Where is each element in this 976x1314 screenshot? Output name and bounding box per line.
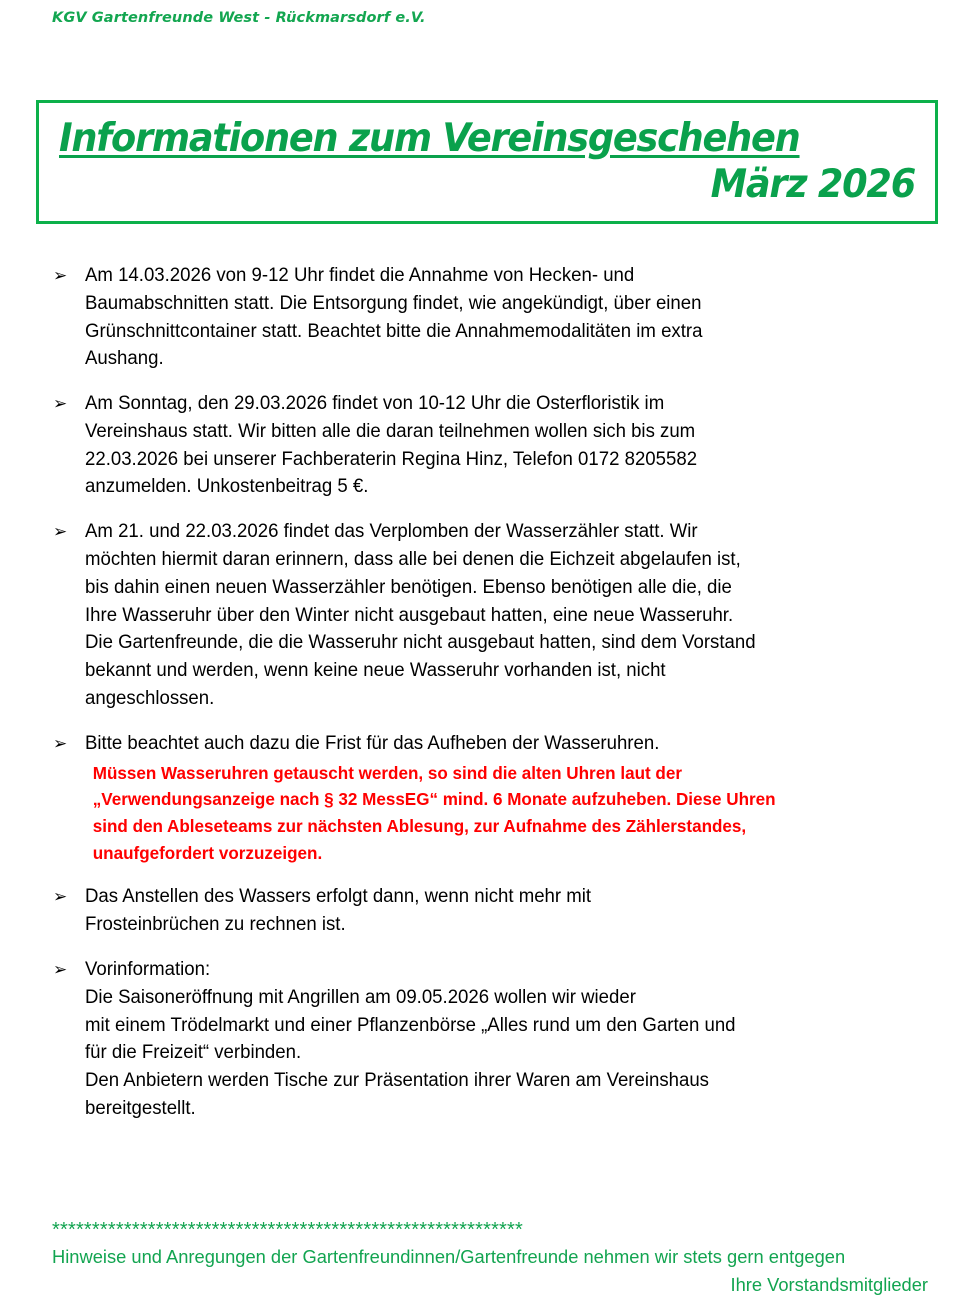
text-line: bereitgestellt. xyxy=(85,1097,196,1119)
text-line: Grünschnittcontainer statt. Beachtet bitte die Annahmemodalitäten im extra xyxy=(85,320,703,342)
announcement-list xyxy=(52,262,932,1140)
list-item xyxy=(52,518,932,712)
list-item-text xyxy=(85,883,902,939)
footer-note: Hinweise und Anregungen der Gartenfreundinnen/Gartenfreunde nehmen wir stets gern entgegen xyxy=(52,1246,846,1267)
text-line: Am Sonntag, den 29.03.2026 findet von 10-12 Uhr die Osterfloristik im xyxy=(85,393,665,415)
page-title: Informationen zum Vereinsgeschehen xyxy=(59,116,800,161)
arrowhead-bullet-icon: ➢ xyxy=(53,960,68,980)
list-item xyxy=(52,956,932,1123)
arrowhead-bullet-icon: ➢ xyxy=(53,522,68,543)
list-item-text xyxy=(85,262,902,373)
emphasis-notice xyxy=(85,760,907,867)
text-line: Das Anstellen des Wassers erfolgt dann, wenn nicht mehr mit xyxy=(85,886,592,908)
arrowhead-bullet-icon: ➢ xyxy=(53,394,68,415)
text-line: angeschlossen. xyxy=(85,687,215,709)
footer xyxy=(52,1218,928,1299)
text-line: bis dahin einen neuen Wasserzähler benötigen. Ebenso benötigen alle die, die xyxy=(85,576,732,598)
list-item-text xyxy=(85,730,902,758)
footer-separator: *********************************************************** xyxy=(52,1219,524,1241)
text-line: 22.03.2026 bei unserer Fachberaterin Regina Hinz, Telefon 0172 8205582 xyxy=(85,448,698,470)
title-inner xyxy=(59,117,915,206)
text-line: Baumabschnitten statt. Die Entsorgung findet, wie angekündigt, über einen xyxy=(85,292,702,314)
text-line: Vereinshaus statt. Wir bitten alle die daran teilnehmen wollen sich bis zum xyxy=(85,420,696,442)
text-line: sind den Ableseteams zur nächsten Ablesung, zur Aufnahme des Zählerstandes, xyxy=(92,815,747,836)
text-line: Frosteinbrüchen zu rechnen ist. xyxy=(85,914,346,936)
list-item xyxy=(52,390,932,501)
text-line: für die Freizeit“ verbinden. xyxy=(85,1042,302,1064)
text-line: Die Saisoneröffnung mit Angrillen am 09.05.2026 wollen wir wieder xyxy=(85,986,636,1008)
text-line: möchten hiermit daran erinnern, dass alle bei denen die Eichzeit abgelaufen ist, xyxy=(85,549,741,571)
text-line: Bitte beachtet auch dazu die Frist für das Aufheben der Wasseruhren. xyxy=(85,732,660,754)
list-item xyxy=(52,730,932,867)
text-line: „Verwendungsanzeige nach § 32 MessEG“ mind. 6 Monate aufzuheben. Diese Uhren xyxy=(92,789,776,810)
text-line: Die Gartenfreunde, die die Wasseruhr nicht ausgebaut hatten, sind dem Vorstand xyxy=(85,632,756,654)
list-item-text xyxy=(85,518,902,712)
text-line: anzumelden. Unkostenbeitrag 5 €. xyxy=(85,476,369,498)
text-line: bekannt und werden, wenn keine neue Wasseruhr vorhanden ist, nicht xyxy=(85,660,666,682)
text-line: Aushang. xyxy=(85,348,164,370)
arrowhead-bullet-icon: ➢ xyxy=(53,887,68,908)
text-line: unaufgefordert vorzuzeigen. xyxy=(92,842,323,863)
text-line: Am 21. und 22.03.2026 findet das Verplomben der Wasserzähler statt. Wir xyxy=(85,521,698,543)
text-line: Am 14.03.2026 von 9-12 Uhr findet die Annahme von Hecken- und xyxy=(85,265,635,286)
text-line: Den Anbietern werden Tische zur Präsentation ihrer Waren am Vereinshaus xyxy=(85,1070,709,1092)
list-item xyxy=(52,883,932,939)
text-line: Vorinformation: xyxy=(85,959,211,980)
list-item xyxy=(52,262,932,373)
text-line: Müssen Wasseruhren getauscht werden, so sind die alten Uhren laut der xyxy=(92,762,682,783)
page-title-date: März 2026 xyxy=(710,161,915,207)
text-line: Ihre Wasseruhr über den Winter nicht ausgebaut hatten, eine neue Wasseruhr. xyxy=(85,604,734,626)
organization-header: KGV Gartenfreunde West - Rückmarsdorf e.V. xyxy=(52,10,426,26)
title-box xyxy=(36,100,938,224)
arrowhead-bullet-icon: ➢ xyxy=(53,266,68,286)
list-item-text xyxy=(85,956,902,1123)
list-item-text xyxy=(85,390,902,501)
footer-signature: Ihre Vorstandsmitglieder xyxy=(730,1273,928,1295)
text-line: mit einem Trödelmarkt und einer Pflanzenbörse „Alles rund um den Garten und xyxy=(85,1014,736,1036)
arrowhead-bullet-icon: ➢ xyxy=(53,733,68,754)
